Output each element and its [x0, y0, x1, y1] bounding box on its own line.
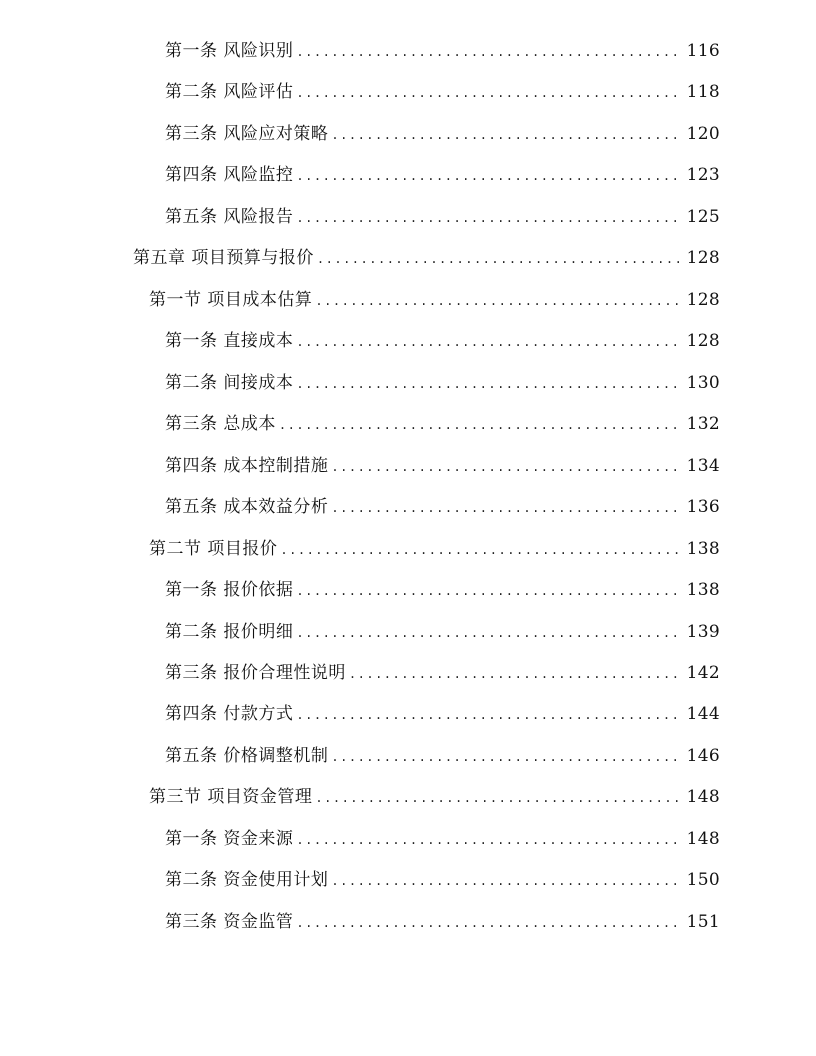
- dot-leader: [296, 703, 682, 727]
- dot-leader: [279, 413, 682, 437]
- toc-entry-title: 第二条 报价明细: [165, 622, 294, 642]
- dot-leader: [315, 786, 682, 810]
- toc-entry-page: 144: [686, 704, 720, 724]
- toc-entry-page: 150: [686, 870, 720, 890]
- toc-entry[interactable]: [165, 495, 720, 519]
- toc-entry-title: 第五条 价格调整机制: [165, 746, 329, 766]
- toc-entry-title: 第一条 风险识别: [165, 41, 294, 61]
- toc-entry-page: 116: [686, 41, 720, 61]
- toc-entry[interactable]: [165, 163, 720, 187]
- toc-entry-page: 138: [686, 539, 720, 559]
- toc-entry-title: 第三条 风险应对策略: [165, 124, 329, 144]
- dot-leader: [280, 538, 682, 562]
- toc-entry[interactable]: [165, 371, 720, 395]
- toc-entry-page: 139: [686, 622, 720, 642]
- toc-entry-page: 128: [686, 331, 720, 351]
- toc-entry-title: 第三节 项目资金管理: [149, 787, 313, 807]
- toc-entry[interactable]: [165, 80, 720, 104]
- dot-leader: [296, 164, 682, 188]
- toc-entry-page: 128: [686, 248, 720, 268]
- toc-entry-title: 第五条 风险报告: [165, 207, 294, 227]
- toc-entry[interactable]: [165, 744, 720, 768]
- toc-entry-page: 146: [686, 746, 720, 766]
- dot-leader: [331, 745, 682, 769]
- toc-entry-title: 第一条 报价依据: [165, 580, 294, 600]
- dot-leader: [296, 579, 682, 603]
- toc-entry-page: 148: [686, 829, 720, 849]
- toc-entry[interactable]: [165, 205, 720, 229]
- dot-leader: [296, 206, 682, 230]
- dot-leader: [331, 123, 682, 147]
- dot-leader: [296, 81, 682, 105]
- dot-leader: [315, 289, 682, 313]
- toc-entry-page: 151: [686, 912, 720, 932]
- dot-leader: [349, 662, 682, 686]
- dot-leader: [296, 40, 682, 64]
- toc-entry-page: 125: [686, 207, 720, 227]
- dot-leader: [296, 828, 682, 852]
- dot-leader: [296, 330, 682, 354]
- toc-entry-page: 136: [686, 497, 720, 517]
- toc-entry-page: 120: [686, 124, 720, 144]
- toc-section-entry[interactable]: [149, 785, 720, 809]
- toc-entry[interactable]: [165, 454, 720, 478]
- toc-entry-title: 第五章 项目预算与报价: [133, 248, 314, 268]
- toc-entry[interactable]: [165, 827, 720, 851]
- dot-leader: [296, 372, 682, 396]
- toc-entry-page: 142: [686, 663, 720, 683]
- toc-entry-page: 118: [686, 82, 720, 102]
- toc-entry-title: 第二节 项目报价: [149, 539, 278, 559]
- toc-entry-title: 第四条 付款方式: [165, 704, 294, 724]
- toc-section-entry[interactable]: [149, 288, 720, 312]
- toc-entry-page: 134: [686, 456, 720, 476]
- toc-entry-title: 第一条 资金来源: [165, 829, 294, 849]
- toc-entry[interactable]: [165, 702, 720, 726]
- toc-entry-title: 第一条 直接成本: [165, 331, 294, 351]
- toc-entry[interactable]: [165, 910, 720, 934]
- toc-entry[interactable]: [165, 329, 720, 353]
- toc-entry-title: 第一节 项目成本估算: [149, 290, 313, 310]
- toc-section-entry[interactable]: [149, 537, 720, 561]
- toc-entry-title: 第四条 成本控制措施: [165, 456, 329, 476]
- toc-entry-title: 第三条 总成本: [165, 414, 276, 434]
- toc-entry-page: 123: [686, 165, 720, 185]
- dot-leader: [331, 869, 682, 893]
- dot-leader: [317, 247, 682, 271]
- toc-entry-page: 130: [686, 373, 720, 393]
- toc-chapter-entry[interactable]: [133, 246, 720, 270]
- toc-entry-page: 132: [686, 414, 720, 434]
- dot-leader: [296, 911, 682, 935]
- dot-leader: [331, 455, 682, 479]
- toc-entry-page: 138: [686, 580, 720, 600]
- toc-entry-title: 第三条 报价合理性说明: [165, 663, 346, 683]
- toc-entry-title: 第二条 风险评估: [165, 82, 294, 102]
- toc-entry-title: 第三条 资金监管: [165, 912, 294, 932]
- toc-entry[interactable]: [165, 39, 720, 63]
- toc-entry-title: 第二条 资金使用计划: [165, 870, 329, 890]
- toc-entry-page: 148: [686, 787, 720, 807]
- toc-entry-title: 第四条 风险监控: [165, 165, 294, 185]
- toc-entry[interactable]: [165, 412, 720, 436]
- toc-entry-title: 第五条 成本效益分析: [165, 497, 329, 517]
- dot-leader: [331, 496, 682, 520]
- dot-leader: [296, 621, 682, 645]
- toc-entry-page: 128: [686, 290, 720, 310]
- toc-entry[interactable]: [165, 868, 720, 892]
- toc-entry-title: 第二条 间接成本: [165, 373, 294, 393]
- toc-entry[interactable]: [165, 620, 720, 644]
- toc-entry[interactable]: [165, 122, 720, 146]
- toc-entry[interactable]: [165, 661, 720, 685]
- toc-entry[interactable]: [165, 578, 720, 602]
